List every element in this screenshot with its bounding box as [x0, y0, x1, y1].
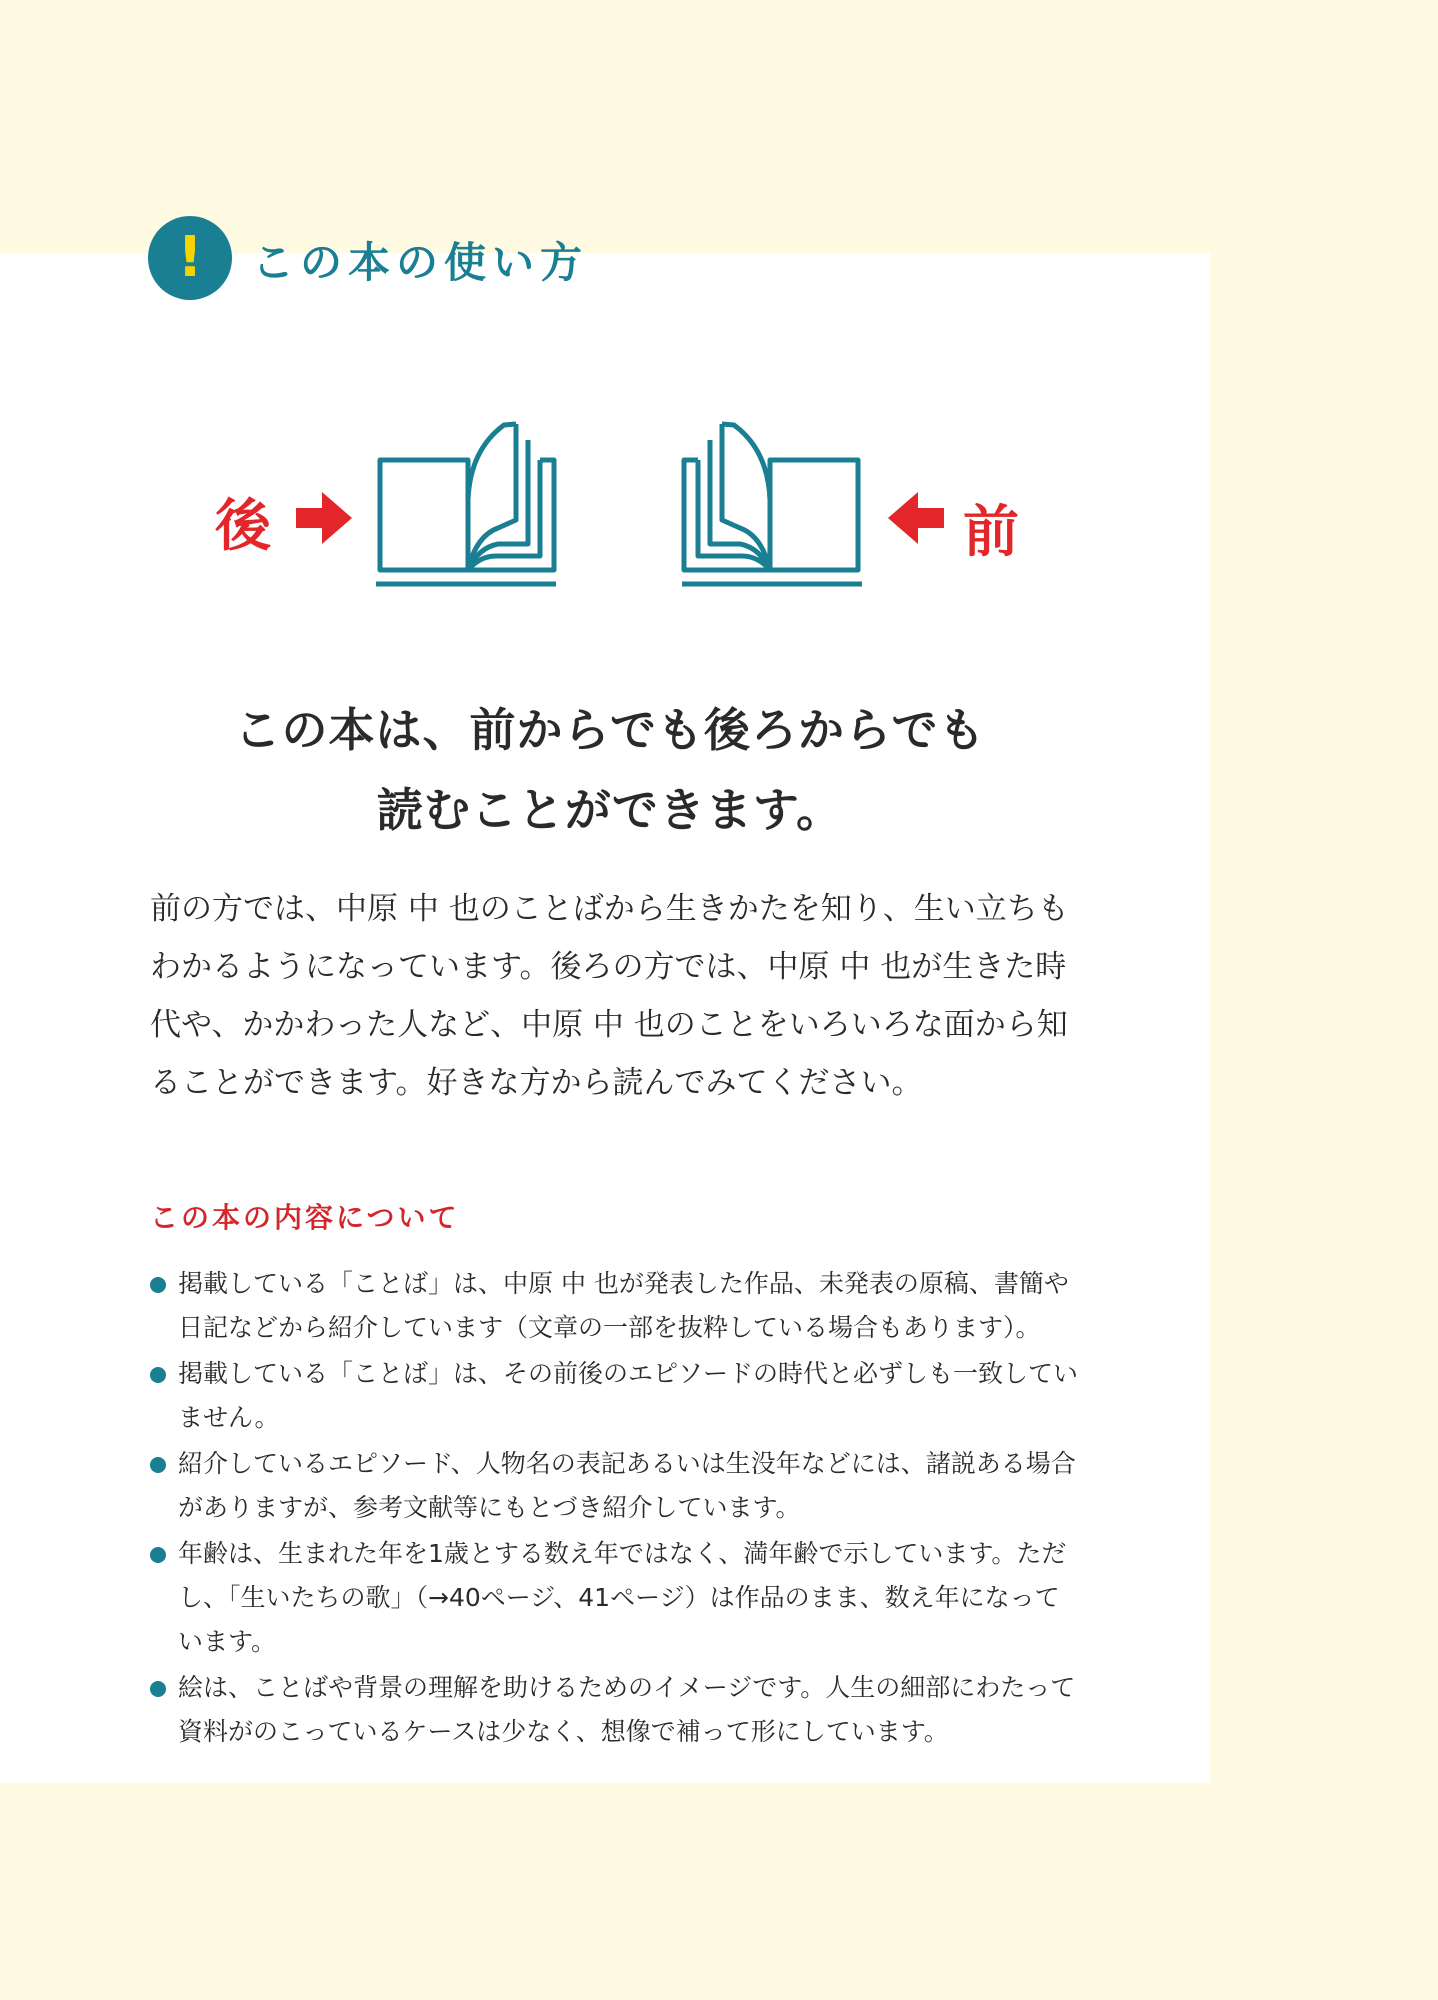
list-item [148, 1352, 1083, 1440]
note-text: 紹介しているエピソード、人物名の表記あるいは生没年などには、諸説ある場合がありますが、参考文献等にもとづき紹介しています。 [178, 1449, 1076, 1522]
label-front: 前 [963, 500, 1019, 565]
bullet-icon [150, 1277, 166, 1293]
note-text: 掲載している「ことば」は、その前後のエピソードの時代と必ずしも一致していません。 [178, 1359, 1079, 1432]
list-item [148, 1442, 1083, 1530]
note-text: 年齢は、生まれた年を1歳とする数え年ではなく、満年齢で示しています。ただし、「生いたちの歌」（→40ページ、41ページ）は作品のまま、数え年になっています。 [178, 1539, 1067, 1656]
contents-heading: この本の内容について [150, 1201, 460, 1234]
intro-line-1: 前の方では、中原 中 也のことばから生きかたを知り、生い立ちも [150, 891, 1069, 927]
lead-line-2: 読むことができます。 [376, 783, 844, 837]
bullet-icon [150, 1681, 166, 1697]
intro-line-4: ることができます。好きな方から読んでみてください。 [150, 1065, 923, 1101]
list-item [148, 1262, 1083, 1350]
bullet-icon [150, 1457, 166, 1473]
intro-line-2: わかるようになっています。後ろの方では、中原 中 也が生きた時 [150, 949, 1067, 985]
list-item [148, 1532, 1083, 1664]
bullet-icon [150, 1547, 166, 1563]
intro-line-3: 代や、かかわった人など、中原 中 也のことをいろいろな面から知 [150, 1007, 1068, 1043]
list-item [148, 1666, 1083, 1754]
note-text: 掲載している「ことば」は、中原 中 也が発表した作品、未発表の原稿、書簡や日記などから紹介しています（文章の一部を抜粋している場合もあります）。 [178, 1269, 1069, 1342]
label-back: 後 [215, 494, 271, 559]
exclamation-mark: ! [177, 225, 203, 290]
lead-line-1: この本は、前からでも後ろからでも [234, 703, 986, 757]
arrow-right-icon [296, 492, 352, 544]
arrow-left-icon [888, 492, 944, 544]
notes-list [148, 1262, 1083, 1756]
section-title: この本の使い方 [252, 238, 589, 287]
open-book-left-icon [376, 424, 556, 584]
note-text: 絵は、ことばや背景の理解を助けるためのイメージです。人生の細部にわたって資料がのこっているケースは少なく、想像で補って形にしています。 [178, 1673, 1076, 1746]
bullet-icon [150, 1367, 166, 1383]
open-book-right-icon [682, 424, 862, 584]
